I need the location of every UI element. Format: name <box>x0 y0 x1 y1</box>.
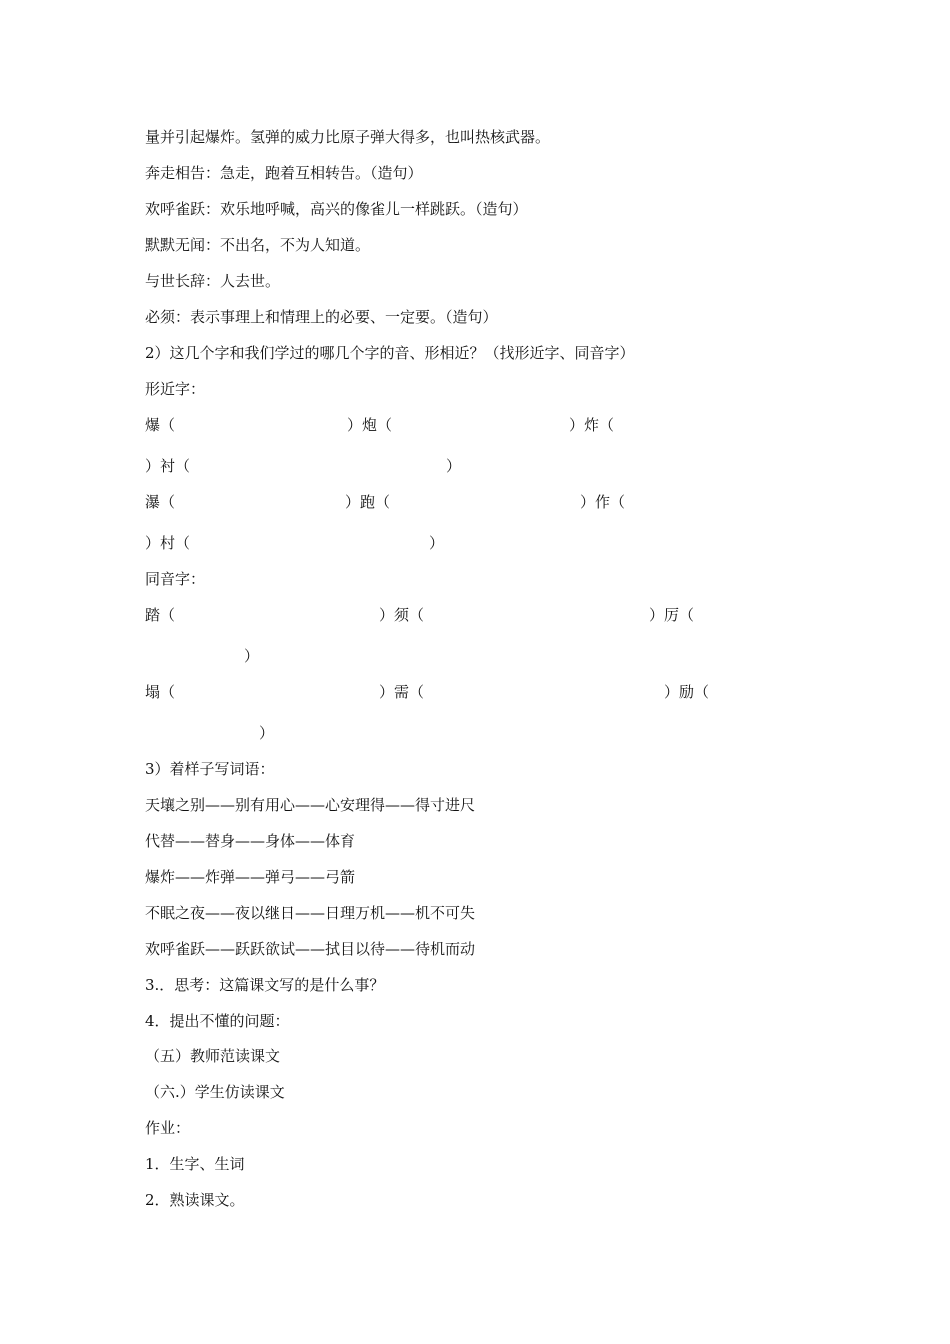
text-line: 爆炸——炸弹——弹弓——弓箭 <box>145 868 356 886</box>
text-line: 与世长辞：人去世。 <box>145 272 281 290</box>
fill-blank-item: ）励（ <box>664 683 710 701</box>
fill-blank-item: ）厉（ <box>649 606 695 624</box>
fill-blank-item: ）作（ <box>580 493 626 511</box>
text-line: 3）着样子写词语： <box>145 760 275 778</box>
text-line: 3.．思考：这篇课文写的是什么事？ <box>145 976 385 994</box>
text-line: （六.）学生仿读课文 <box>145 1083 285 1101</box>
text-line: 默默无闻：不出名，不为人知道。 <box>145 236 371 254</box>
fill-blank-item: 爆（ <box>145 416 176 434</box>
fill-blank-item: 踏（ <box>145 606 176 624</box>
fill-blank-item: ）炸（ <box>569 416 615 434</box>
fill-blank-item: ）衬（ <box>145 457 191 475</box>
fill-blank-item: 塌（ <box>145 683 176 701</box>
fill-blank-item: ）跑（ <box>345 493 391 511</box>
fill-blank-item: ）需（ <box>379 683 425 701</box>
text-line: 不眠之夜——夜以继日——日理万机——机不可失 <box>145 904 476 922</box>
section-label-tongyin: 同音字： <box>145 570 206 588</box>
fill-blank-item: ） <box>244 647 260 665</box>
section-label-xingjin: 形近字： <box>145 380 206 398</box>
text-line: 欢呼雀跃：欢乐地呼喊，高兴的像雀儿一样跳跃。（造句） <box>145 200 528 218</box>
text-line: 1．生字、生词 <box>145 1155 245 1173</box>
fill-blank-item: ） <box>259 724 275 742</box>
fill-blank-item: ） <box>446 457 462 475</box>
text-line: 量并引起爆炸。氢弹的威力比原子弹大得多，也叫热核武器。 <box>145 128 551 146</box>
fill-blank-item: ）须（ <box>379 606 425 624</box>
fill-blank-item: ）炮（ <box>347 416 393 434</box>
text-line: （五）教师范读课文 <box>145 1047 281 1065</box>
fill-blank-item: 瀑（ <box>145 493 176 511</box>
text-line: 天壤之别——别有用心——心安理得——得寸进尺 <box>145 796 476 814</box>
text-line: 2）这几个字和我们学过的哪几个字的音、形相近？（找形近字、同音字） <box>145 344 635 362</box>
text-line: 欢呼雀跃——跃跃欲试——拭目以待——待机而动 <box>145 940 476 958</box>
text-line: 4．提出不懂的问题： <box>145 1012 290 1030</box>
fill-blank-item: ）村（ <box>145 534 191 552</box>
text-line: 作业： <box>145 1119 191 1137</box>
text-line: 代替——替身——身体——体育 <box>145 832 356 850</box>
text-line: 奔走相告：急走，跑着互相转告。（造句） <box>145 164 423 182</box>
text-line: 必须：表示事理上和情理上的必要、一定要。（造句） <box>145 308 498 326</box>
fill-blank-item: ） <box>429 534 445 552</box>
text-line: 2．熟读课文。 <box>145 1191 245 1209</box>
